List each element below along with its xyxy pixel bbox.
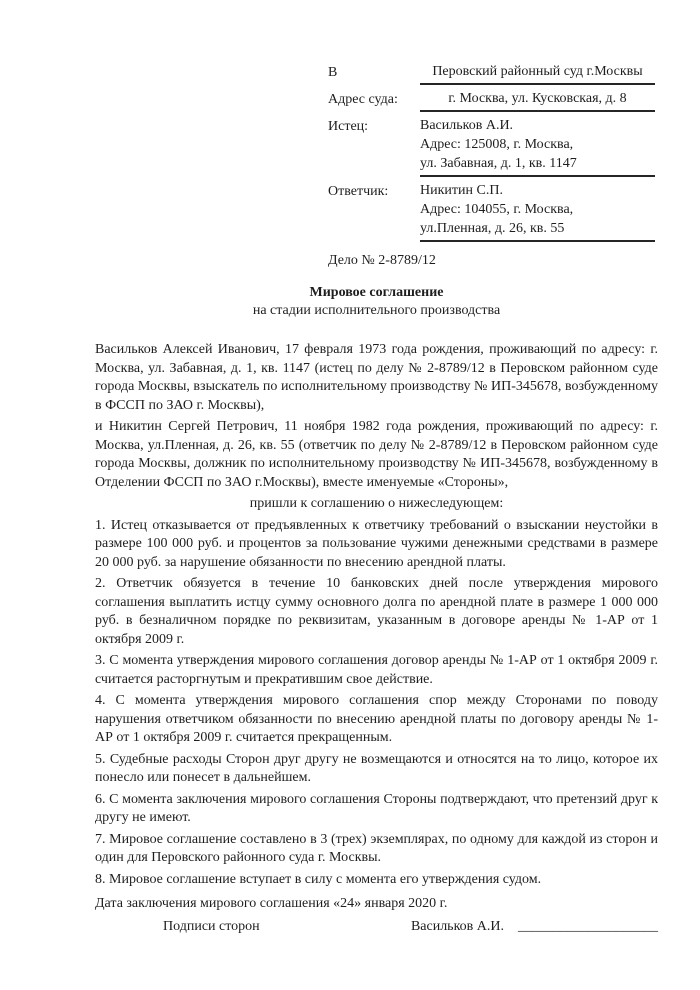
preamble-plaintiff: Васильков Алексей Иванович, 17 февраля 1973 года рождения, проживающий по адресу: г. Москва, ул. Забавная, д. 1, кв. 1147 (истец по делу № 2-8789/12 в Перовском районном суде города Москвы, взыскатель по исполнительному производству № ИП-345678, возбужденному в ФССП по ЗАО г. Москвы), [95, 342, 658, 413]
document-title: Мировое соглашение [309, 285, 444, 300]
defendant-name: Никитин С.П. [420, 183, 503, 198]
header-row-court [328, 62, 655, 85]
header-row-plaintiff [328, 116, 655, 177]
clause-3: 3. С момента утверждения мирового соглашения договор аренды № 1-АР от 1 октября 2009 г. считается расторгнутым и прекратившим свое действие. [95, 653, 658, 687]
preamble-defendant: и Никитин Сергей Петрович, 11 ноября 1982 года рождения, проживающий по адресу: г. Москва, ул.Пленная, д. 26, кв. 55 (ответчик по делу № 2-8789/12 в Перовском районном суде города Москвы, должник по исполнительному производству № ИП-345678, возбужденному в Отделении ФССП по ЗАО г.Москвы), вместе именуемые «Стороны», [95, 419, 658, 490]
document-subtitle: на стадии исполнительного производства [252, 303, 501, 318]
plaintiff-address-line2: ул. Забавная, д. 1, кв. 1147 [420, 156, 577, 171]
court-name: Перовский районный суд г.Москвы [432, 64, 643, 79]
clause-6: 6. С момента заключения мирового соглашения Стороны подтверждают, что претензий друг к другу не имеют. [95, 791, 658, 825]
defendant-label: Ответчик: [328, 184, 389, 199]
title-block [95, 284, 658, 320]
court-label: В [328, 65, 338, 80]
court-header-block [328, 62, 655, 242]
clause-4: 4. С момента утверждения мирового соглашения спор между Сторонами по поводу нарушения ответчиком обязанности по внесению арендной платы по договору аренды № 1-АР от 1 октября 2009 г. считается прекращенным. [95, 693, 658, 745]
case-number: Дело № 2-8789/12 [328, 253, 436, 268]
signatory-name: Васильков А.И. [410, 918, 504, 934]
defendant-address-line2: ул.Пленная, д. 26, кв. 55 [420, 221, 565, 236]
clause-5: 5. Судебные расходы Сторон друг другу не возмещаются и относятся на то лицо, которое их понесло или понесет в дальнейшем. [95, 751, 658, 785]
plaintiff-label: Истец: [328, 119, 369, 134]
agreement-lead: пришли к соглашению о нижеследующем: [249, 496, 504, 511]
court-value [420, 62, 655, 85]
clause-1: 1. Истец отказывается от предъявленных к ответчику требований о взыскании неустойки в размере 100 000 руб. и процентов за пользование чужими денежными средствами в размере 20 000 руб. за нарушение обязанности по внесению арендной платы. [95, 517, 658, 570]
signature-row [95, 917, 658, 936]
plaintiff-value [420, 116, 655, 177]
agreement-date-line: Дата заключения мирового соглашения «24» января 2020 г. [95, 896, 448, 911]
defendant-address-line1: Адрес: 104055, г. Москва, [420, 202, 574, 217]
document-body [95, 341, 658, 914]
signatures-label: Подписи сторон [163, 918, 260, 934]
plaintiff-name: Васильков А.И. [420, 118, 514, 133]
court-address-value [420, 89, 655, 112]
court-address: г. Москва, ул. Кусковская, д. 8 [448, 91, 627, 106]
clause-7: 7. Мировое соглашение составлено в 3 (трех) экземплярах, по одному для каждой из сторон и один для Перовского районного суда г. Москвы. [95, 831, 658, 865]
signature-blank-line: ____________________ [518, 918, 658, 934]
court-address-label: Адрес суда: [328, 92, 398, 107]
plaintiff-address-line1: Адрес: 125008, г. Москва, [420, 137, 574, 152]
defendant-value [420, 181, 655, 242]
clause-8: 8. Мировое соглашение вступает в силу с момента его утверждения судом. [95, 871, 542, 887]
header-row-court-address [328, 89, 655, 112]
clause-2: 2. Ответчик обязуется в течение 10 банковских дней после утверждения мирового соглашения выплатить истцу сумму основного долга по арендной плате в размере 1 000 000 руб. в безналичном порядке по реквизитам, указанным в договоре аренды № 1-АР от 1 октября 2009 г. [95, 576, 658, 647]
header-row-defendant [328, 181, 655, 242]
